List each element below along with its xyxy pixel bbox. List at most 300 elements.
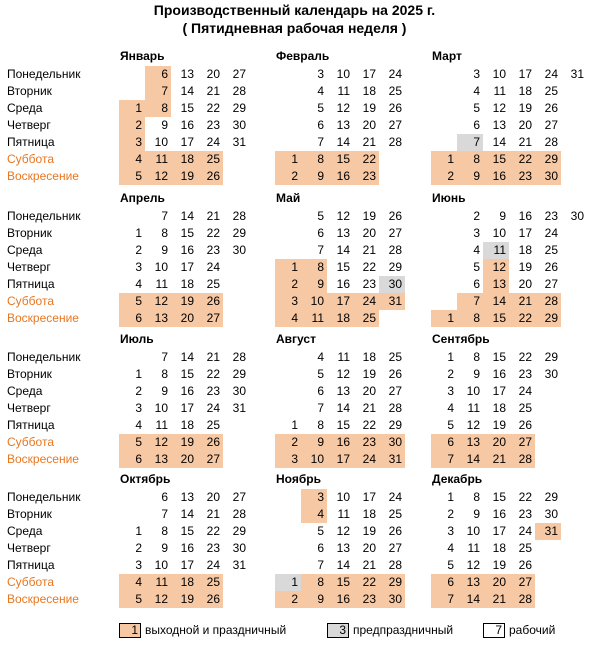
quarter-block <box>0 471 589 611</box>
day-cell: 17 <box>180 260 194 274</box>
day-cell: 4 <box>119 574 145 591</box>
day-cell: 6 <box>473 277 480 291</box>
day-cell: 4 <box>473 84 480 98</box>
day-cell: 19 <box>171 168 197 185</box>
month-name: Май <box>276 191 301 205</box>
day-cell: 5 <box>473 101 480 115</box>
day-cell: 9 <box>301 276 327 293</box>
day-cell: 2 <box>135 541 142 555</box>
day-cell: 20 <box>362 384 376 398</box>
day-cell: 1 <box>431 151 457 168</box>
day-cell: 17 <box>518 226 532 240</box>
day-cell: 15 <box>492 490 506 504</box>
day-cell: 26 <box>388 101 402 115</box>
day-cell: 25 <box>353 310 379 327</box>
day-cell: 21 <box>206 209 220 223</box>
day-cell: 9 <box>457 168 483 185</box>
day-cell: 17 <box>327 451 353 468</box>
day-cell: 23 <box>206 243 220 257</box>
day-cell: 22 <box>206 524 220 538</box>
day-cell: 19 <box>492 558 506 572</box>
day-cell: 17 <box>518 67 532 81</box>
day-cell: 9 <box>301 434 327 451</box>
day-cell: 4 <box>447 541 454 555</box>
day-cell: 15 <box>327 151 353 168</box>
day-cell: 4 <box>317 84 324 98</box>
day-cell: 16 <box>180 118 194 132</box>
day-cell: 6 <box>473 118 480 132</box>
day-cell: 18 <box>492 541 506 555</box>
month-name: Июнь <box>432 191 466 205</box>
day-cell: 27 <box>509 434 535 451</box>
day-cell: 16 <box>518 209 532 223</box>
day-cell: 2 <box>135 243 142 257</box>
day-cell: 24 <box>206 558 220 572</box>
weekday-label: Вторник <box>7 367 52 381</box>
day-cell: 23 <box>353 434 379 451</box>
day-cell: 5 <box>317 101 324 115</box>
day-cell: 29 <box>379 574 405 591</box>
day-cell: 3 <box>473 67 480 81</box>
day-cell: 12 <box>145 293 171 310</box>
day-cell: 23 <box>206 118 220 132</box>
day-cell: 24 <box>518 384 532 398</box>
weekday-label: Пятница <box>7 277 55 291</box>
day-cell: 30 <box>232 118 246 132</box>
day-cell: 18 <box>362 350 376 364</box>
day-cell: 4 <box>119 151 145 168</box>
day-cell: 1 <box>135 226 142 240</box>
day-cell: 31 <box>232 558 246 572</box>
weekday-label: Четверг <box>7 541 51 555</box>
day-cell: 28 <box>232 84 246 98</box>
day-cell: 18 <box>180 418 194 432</box>
day-cell: 9 <box>473 507 480 521</box>
day-cell: 15 <box>180 367 194 381</box>
day-cell: 18 <box>327 310 353 327</box>
day-cell: 25 <box>197 574 223 591</box>
day-cell: 5 <box>447 558 454 572</box>
day-cell: 26 <box>388 524 402 538</box>
day-cell: 15 <box>492 350 506 364</box>
day-cell: 28 <box>388 401 402 415</box>
day-cell: 27 <box>232 490 246 504</box>
day-cell: 22 <box>206 367 220 381</box>
day-cell: 10 <box>336 490 350 504</box>
day-cell: 18 <box>518 243 532 257</box>
day-cell: 5 <box>119 434 145 451</box>
day-cell: 24 <box>206 401 220 415</box>
day-cell: 14 <box>492 135 506 149</box>
month-name: Декабрь <box>432 472 483 486</box>
day-cell: 3 <box>135 401 142 415</box>
day-cell: 26 <box>197 434 223 451</box>
day-cell: 29 <box>544 350 558 364</box>
day-cell: 26 <box>544 260 558 274</box>
day-cell: 7 <box>431 451 457 468</box>
day-cell: 15 <box>180 524 194 538</box>
day-cell: 8 <box>301 259 327 276</box>
day-cell: 27 <box>388 118 402 132</box>
day-cell: 21 <box>206 507 220 521</box>
day-cell: 19 <box>518 260 532 274</box>
weekday-label: Воскресение <box>7 311 79 325</box>
day-cell: 7 <box>457 293 483 310</box>
legend-holiday-swatch: 1 <box>119 623 141 638</box>
day-cell: 18 <box>171 151 197 168</box>
day-cell: 6 <box>317 226 324 240</box>
day-cell: 20 <box>206 67 220 81</box>
day-cell: 13 <box>457 434 483 451</box>
month-name: Август <box>276 332 316 346</box>
day-cell: 30 <box>379 591 405 608</box>
day-cell: 6 <box>431 574 457 591</box>
day-cell: 21 <box>362 558 376 572</box>
day-cell: 23 <box>544 209 558 223</box>
day-cell: 14 <box>180 350 194 364</box>
day-cell: 3 <box>317 67 324 81</box>
month-name: Октябрь <box>120 472 171 486</box>
day-cell: 22 <box>362 418 376 432</box>
day-cell: 25 <box>518 541 532 555</box>
day-cell: 20 <box>362 226 376 240</box>
weekday-label: Воскресение <box>7 452 79 466</box>
day-cell: 1 <box>135 524 142 538</box>
day-cell: 11 <box>493 84 506 98</box>
day-cell: 11 <box>337 350 350 364</box>
quarter-block <box>0 331 589 471</box>
day-cell: 2 <box>135 384 142 398</box>
day-cell: 1 <box>447 350 454 364</box>
weekday-label: Суббота <box>7 575 54 589</box>
day-cell: 11 <box>155 277 168 291</box>
day-cell: 25 <box>388 507 402 521</box>
day-cell: 22 <box>362 260 376 274</box>
weekday-label: Четверг <box>7 118 51 132</box>
day-cell: 6 <box>431 434 457 451</box>
day-cell: 18 <box>171 574 197 591</box>
day-cell: 9 <box>161 541 168 555</box>
weekday-label: Понедельник <box>7 67 81 81</box>
day-cell: 28 <box>388 135 402 149</box>
day-cell: 6 <box>119 451 145 468</box>
day-cell: 1 <box>431 310 457 327</box>
day-cell: 21 <box>362 243 376 257</box>
day-cell: 10 <box>466 524 480 538</box>
day-cell: 6 <box>145 66 171 83</box>
day-cell: 5 <box>447 418 454 432</box>
day-cell: 18 <box>362 507 376 521</box>
day-cell: 28 <box>544 135 558 149</box>
day-cell: 22 <box>206 226 220 240</box>
day-cell: 20 <box>518 277 532 291</box>
page-title: Производственный календарь на 2025 г. <box>153 2 436 18</box>
day-cell: 10 <box>492 226 506 240</box>
day-cell: 22 <box>353 151 379 168</box>
day-cell: 20 <box>483 574 509 591</box>
day-cell: 3 <box>275 451 301 468</box>
day-cell: 15 <box>336 418 350 432</box>
weekday-label: Суббота <box>7 294 54 308</box>
day-cell: 17 <box>327 293 353 310</box>
day-cell: 25 <box>544 84 558 98</box>
day-cell: 24 <box>353 293 379 310</box>
day-cell: 2 <box>275 591 301 608</box>
day-cell: 3 <box>301 489 327 506</box>
day-cell: 5 <box>317 209 324 223</box>
day-cell: 18 <box>362 84 376 98</box>
legend-preholiday-swatch: 3 <box>327 623 349 638</box>
day-cell: 2 <box>447 507 454 521</box>
day-cell: 24 <box>518 524 532 538</box>
day-cell: 3 <box>135 558 142 572</box>
day-cell: 1 <box>447 490 454 504</box>
day-cell: 23 <box>353 591 379 608</box>
day-cell: 31 <box>379 293 405 310</box>
day-cell: 8 <box>301 151 327 168</box>
day-cell: 25 <box>206 418 220 432</box>
day-cell: 13 <box>457 574 483 591</box>
day-cell: 30 <box>232 243 246 257</box>
day-cell: 26 <box>518 418 532 432</box>
day-cell: 17 <box>492 384 506 398</box>
day-cell: 18 <box>180 277 194 291</box>
day-cell: 19 <box>362 209 376 223</box>
day-cell: 25 <box>388 84 402 98</box>
day-cell: 26 <box>197 168 223 185</box>
legend <box>0 620 589 640</box>
day-cell: 27 <box>388 384 402 398</box>
day-cell: 28 <box>232 350 246 364</box>
day-cell: 7 <box>431 591 457 608</box>
day-cell: 2 <box>119 117 145 134</box>
day-cell: 4 <box>473 243 480 257</box>
day-cell: 31 <box>535 523 561 540</box>
day-cell: 4 <box>317 350 324 364</box>
day-cell: 30 <box>544 367 558 381</box>
month-name: Март <box>432 49 462 63</box>
day-cell: 14 <box>336 135 350 149</box>
day-cell: 16 <box>180 541 194 555</box>
weekday-label: Вторник <box>7 507 52 521</box>
day-cell: 16 <box>327 168 353 185</box>
day-cell: 26 <box>197 591 223 608</box>
weekday-label: Суббота <box>7 435 54 449</box>
day-cell: 28 <box>509 591 535 608</box>
day-cell: 2 <box>473 209 480 223</box>
day-cell: 27 <box>544 277 558 291</box>
day-cell: 28 <box>509 451 535 468</box>
day-cell: 22 <box>509 310 535 327</box>
day-cell: 21 <box>518 135 532 149</box>
day-cell: 10 <box>154 558 168 572</box>
day-cell: 16 <box>327 434 353 451</box>
day-cell: 30 <box>570 209 584 223</box>
day-cell: 5 <box>119 168 145 185</box>
day-cell: 20 <box>171 451 197 468</box>
day-cell: 23 <box>509 168 535 185</box>
day-cell: 10 <box>154 135 168 149</box>
day-cell: 20 <box>206 490 220 504</box>
day-cell: 17 <box>492 524 506 538</box>
day-cell: 30 <box>535 168 561 185</box>
day-cell: 14 <box>336 558 350 572</box>
day-cell: 8 <box>301 574 327 591</box>
day-cell: 9 <box>301 591 327 608</box>
day-cell: 13 <box>336 541 350 555</box>
day-cell: 26 <box>388 367 402 381</box>
day-cell: 30 <box>379 276 405 293</box>
day-cell: 3 <box>119 134 145 151</box>
day-cell: 24 <box>206 260 220 274</box>
day-cell: 18 <box>492 401 506 415</box>
day-cell: 24 <box>544 67 558 81</box>
day-cell: 25 <box>518 401 532 415</box>
day-cell: 9 <box>161 243 168 257</box>
day-cell: 27 <box>232 67 246 81</box>
day-cell: 11 <box>337 507 350 521</box>
day-cell: 20 <box>362 118 376 132</box>
day-cell: 7 <box>145 83 171 100</box>
day-cell: 12 <box>466 418 480 432</box>
day-cell: 5 <box>473 260 480 274</box>
day-cell: 8 <box>473 490 480 504</box>
day-cell: 13 <box>483 276 509 293</box>
day-cell: 11 <box>301 310 327 327</box>
day-cell: 1 <box>291 418 298 432</box>
day-cell: 19 <box>171 293 197 310</box>
day-cell: 19 <box>171 434 197 451</box>
day-cell: 27 <box>544 118 558 132</box>
day-cell: 25 <box>544 243 558 257</box>
day-cell: 8 <box>317 418 324 432</box>
weekday-label: Среда <box>7 101 43 115</box>
day-cell: 14 <box>180 209 194 223</box>
day-cell: 12 <box>336 209 350 223</box>
weekday-label: Пятница <box>7 135 55 149</box>
weekday-label: Воскресение <box>7 169 79 183</box>
day-cell: 21 <box>206 84 220 98</box>
day-cell: 7 <box>317 135 324 149</box>
day-cell: 8 <box>457 310 483 327</box>
day-cell: 15 <box>180 101 194 115</box>
day-cell: 31 <box>379 451 405 468</box>
day-cell: 11 <box>483 242 509 259</box>
day-cell: 11 <box>467 541 480 555</box>
day-cell: 1 <box>275 574 301 591</box>
day-cell: 14 <box>457 591 483 608</box>
day-cell: 12 <box>336 101 350 115</box>
weekday-label: Пятница <box>7 558 55 572</box>
day-cell: 29 <box>232 226 246 240</box>
day-cell: 13 <box>336 226 350 240</box>
day-cell: 5 <box>317 367 324 381</box>
day-cell: 22 <box>206 101 220 115</box>
day-cell: 17 <box>180 135 194 149</box>
day-cell: 3 <box>473 226 480 240</box>
day-cell: 21 <box>509 293 535 310</box>
day-cell: 21 <box>362 401 376 415</box>
day-cell: 24 <box>544 226 558 240</box>
day-cell: 20 <box>171 310 197 327</box>
day-cell: 29 <box>535 151 561 168</box>
day-cell: 12 <box>145 591 171 608</box>
day-cell: 29 <box>388 260 402 274</box>
day-cell: 14 <box>483 293 509 310</box>
day-cell: 13 <box>180 67 194 81</box>
day-cell: 4 <box>447 401 454 415</box>
day-cell: 24 <box>353 451 379 468</box>
month-name: Ноябрь <box>276 472 321 486</box>
day-cell: 5 <box>119 293 145 310</box>
day-cell: 8 <box>161 524 168 538</box>
month-name: Апрель <box>120 191 165 205</box>
day-cell: 14 <box>336 401 350 415</box>
day-cell: 11 <box>155 418 168 432</box>
legend-workday-swatch: 7 <box>483 623 505 638</box>
day-cell: 21 <box>483 591 509 608</box>
day-cell: 23 <box>362 277 376 291</box>
day-cell: 29 <box>544 490 558 504</box>
day-cell: 10 <box>154 401 168 415</box>
weekday-label: Суббота <box>7 152 54 166</box>
day-cell: 26 <box>388 209 402 223</box>
day-cell: 20 <box>483 434 509 451</box>
day-cell: 27 <box>197 310 223 327</box>
day-cell: 23 <box>353 168 379 185</box>
day-cell: 20 <box>362 541 376 555</box>
day-cell: 19 <box>171 591 197 608</box>
legend-workday-label: рабочий <box>509 623 556 637</box>
month-name: Сентябрь <box>432 332 490 346</box>
day-cell: 6 <box>317 118 324 132</box>
day-cell: 2 <box>431 168 457 185</box>
day-cell: 19 <box>518 101 532 115</box>
day-cell: 5 <box>119 591 145 608</box>
day-cell: 3 <box>275 293 301 310</box>
day-cell: 20 <box>518 118 532 132</box>
day-cell: 1 <box>275 151 301 168</box>
day-cell: 29 <box>232 101 246 115</box>
day-cell: 30 <box>232 384 246 398</box>
day-cell: 10 <box>492 67 506 81</box>
day-cell: 27 <box>388 541 402 555</box>
day-cell: 19 <box>362 524 376 538</box>
day-cell: 8 <box>145 100 171 117</box>
day-cell: 25 <box>388 350 402 364</box>
day-cell: 19 <box>492 418 506 432</box>
weekday-label: Понедельник <box>7 490 81 504</box>
day-cell: 10 <box>301 451 327 468</box>
day-cell: 15 <box>336 260 350 274</box>
day-cell: 23 <box>206 541 220 555</box>
day-cell: 15 <box>483 310 509 327</box>
day-cell: 13 <box>336 118 350 132</box>
month-name: Июль <box>120 332 154 346</box>
day-cell: 7 <box>457 134 483 151</box>
day-cell: 16 <box>180 384 194 398</box>
day-cell: 14 <box>180 84 194 98</box>
day-cell: 2 <box>447 367 454 381</box>
day-cell: 9 <box>301 168 327 185</box>
day-cell: 1 <box>119 100 145 117</box>
day-cell: 17 <box>180 401 194 415</box>
day-cell: 23 <box>518 367 532 381</box>
day-cell: 6 <box>161 490 168 504</box>
day-cell: 30 <box>379 434 405 451</box>
legend-preholiday-label: предпраздничный <box>353 623 454 637</box>
day-cell: 12 <box>466 558 480 572</box>
